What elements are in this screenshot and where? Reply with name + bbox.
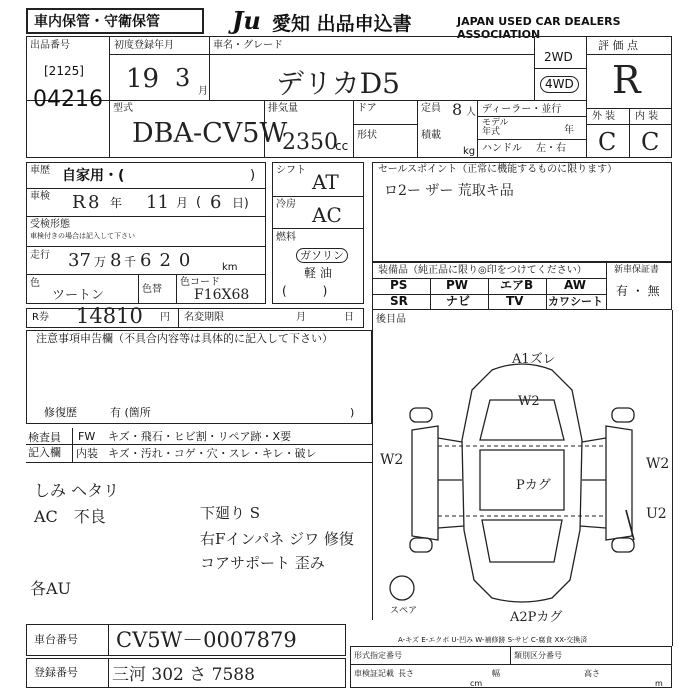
fuel-gasoline-circled: ガソリン	[296, 248, 348, 263]
color-code: F16X68	[194, 287, 250, 303]
sales-point-block	[372, 162, 672, 262]
transfer-month: 月	[296, 312, 306, 323]
displacement-label: 排気量	[268, 103, 298, 114]
lot-number-label: 出品番号	[30, 40, 70, 51]
wheel-fr	[612, 408, 634, 422]
association-name: JAPAN USED CAR DEALERS ASSOCIATION	[457, 15, 621, 41]
kg-unit: kg	[463, 146, 476, 157]
car-rear-window	[482, 520, 562, 562]
ac-label: 冷房	[276, 199, 296, 210]
diagram-mark-center: Pカグ	[516, 478, 551, 493]
use-close: )	[250, 168, 256, 183]
dealer-label: ディーラー・並行	[482, 104, 562, 115]
storage-badge	[26, 8, 204, 34]
interior-grade: C	[641, 128, 660, 156]
cm-unit: cm	[470, 679, 483, 688]
inspection-month-unit: 月	[176, 196, 189, 210]
model-code: DBA-CV5W	[132, 118, 288, 149]
person-unit: 人	[466, 107, 476, 118]
note-line-1: しみ ヘタリ	[34, 481, 120, 500]
registration-year: 19	[126, 64, 160, 94]
note-line-4: 右Fインパネ ジワ 修復	[200, 530, 354, 548]
notes-label: 注意事項申告欄（不具合内容等は具体的に記入して下さい）	[36, 332, 333, 345]
month-unit: 月	[198, 86, 208, 97]
drive-2wd: 2WD	[544, 50, 573, 64]
ju-logo: Ju	[232, 6, 261, 35]
mileage-sen: 8	[110, 250, 122, 271]
note-line-3: 下廻り S	[200, 504, 261, 522]
mileage-man: 37	[68, 250, 91, 271]
interior-label: 内 装	[635, 111, 659, 122]
cc-unit: cc	[335, 139, 349, 153]
length-label: 長さ	[398, 669, 414, 678]
model-label: 型式	[113, 103, 133, 114]
drive-4wd-circled: 4WD	[540, 76, 579, 93]
model-year-label: モデル	[482, 118, 509, 128]
exterior-label: 外 装	[592, 111, 616, 122]
equip-ps: PS	[390, 278, 408, 292]
width-label: 幅	[492, 669, 500, 678]
recycle-value: 14810	[76, 304, 143, 328]
recycle-label: R券	[32, 312, 49, 323]
lot-sub-number: [2125]	[44, 64, 84, 78]
seat-label: 後目品	[376, 314, 406, 325]
repair-close: )	[350, 406, 355, 419]
fuel-label: 燃料	[276, 232, 296, 243]
handle-value: 左・右	[536, 143, 566, 154]
plate-label: 登録番号	[34, 666, 78, 679]
shift-value: AT	[312, 170, 339, 194]
m-unit: m	[655, 679, 663, 688]
spec-number-label: 形式指定番号	[354, 651, 402, 660]
inspection-month: 11	[146, 192, 169, 213]
km-unit: km	[222, 262, 238, 273]
inspection-open: (	[196, 195, 202, 210]
interior-check-label: 内装	[76, 447, 98, 460]
shift-label: シフト	[276, 165, 306, 176]
form-title: 愛知 出品申込書	[272, 13, 412, 35]
repair-label: 修復歴	[44, 406, 77, 419]
inspection-label: 車検	[30, 191, 50, 202]
chassis-label: 車台番号	[34, 633, 78, 646]
inspection-year: 8	[88, 192, 100, 213]
inspection-day-unit: 日)	[232, 196, 249, 210]
sales-point-note: ロ2ー ザー 荒取キ品	[384, 183, 514, 199]
diagram-mark-right-2: U2	[646, 506, 667, 522]
year-unit: 年	[564, 125, 574, 136]
wheel-fl	[410, 408, 432, 422]
color-code-label: 色コード	[180, 277, 220, 288]
car-name-label: 車名・グレード	[213, 40, 283, 51]
spare-tire-icon	[390, 576, 414, 600]
equip-tv: TV	[506, 294, 524, 308]
use-label: 車歴	[30, 165, 50, 176]
man-unit: 万	[94, 255, 107, 269]
right-side-panel	[606, 426, 632, 540]
diagram-mark-right: W2	[646, 456, 670, 472]
first-registration-label: 初度登録年月	[114, 40, 174, 51]
sen-unit: 千	[124, 255, 137, 269]
recipient-label: 受検形態	[30, 219, 70, 230]
color-label: 色	[30, 278, 40, 289]
displacement-value: 2350	[282, 130, 338, 155]
storage-badge-text: 車内保管・守衛保管	[34, 14, 160, 30]
exterior-grade: C	[598, 128, 617, 156]
fw-items: キズ・飛石・ヒビ割・リペア跡・X要	[108, 430, 292, 443]
handle-label: ハンドル	[482, 143, 522, 154]
inspection-era: R	[72, 192, 86, 213]
new-cert-label: 新車保証書	[614, 265, 660, 275]
capacity-label: 定員	[421, 103, 441, 114]
mileage-rest: 620	[140, 250, 199, 271]
note-line-5: コアサポート 歪み	[200, 554, 325, 572]
damage-legend: A-キズ E-エクボ U-凹み W-補修跡 S-サビ C-腐食 XX-交換済	[398, 636, 588, 644]
equip-leather-seat: カワシート	[548, 295, 603, 308]
interior-check-items: キズ・汚れ・コゲ・穴・スレ・キレ・破レ	[108, 447, 317, 460]
color-value: ツートン	[52, 288, 105, 303]
equip-airbag: エアB	[500, 278, 534, 292]
inspector-label: 検査員	[28, 431, 61, 444]
chassis-number: CV5W－0007879	[116, 628, 297, 652]
shape-label: 形状	[357, 130, 377, 141]
sales-point-label: セールスポイント（正常に機能するものに限ります）	[378, 164, 618, 175]
equipment-label: 装備品（純正品に限り◎印をつけてください）	[378, 265, 587, 276]
color-change-label: 色替	[142, 284, 162, 295]
model-year-label-2: 年式	[482, 127, 501, 137]
left-side-panel	[412, 426, 438, 540]
inspector-label-2: 記入欄	[28, 446, 61, 459]
door-label: ドア	[357, 103, 377, 114]
equip-pw: PW	[446, 278, 469, 292]
diagram-mark-left: W2	[380, 452, 404, 468]
recipient-sub: 車検付きの場合は記入して下さい	[30, 232, 135, 240]
lot-number: 04216	[33, 87, 103, 112]
load-label: 積載	[421, 130, 441, 141]
inspection-year-unit: 年	[110, 196, 123, 210]
wheel-rl	[410, 538, 432, 552]
evaluation-score: R	[612, 58, 641, 102]
car-name: デリカD5	[276, 67, 400, 100]
yen-unit: 円	[160, 312, 170, 323]
diagram-mark-front: W2	[518, 394, 540, 409]
mileage-label: 走行	[30, 250, 50, 261]
equip-aw: AW	[564, 278, 586, 292]
transfer-day: 日	[344, 312, 354, 323]
wheel-rr	[612, 538, 634, 552]
score-label: 評 価 点	[598, 39, 638, 52]
diagram-mark-top: A1ズレ	[512, 352, 556, 367]
ac-value: AC	[312, 203, 342, 227]
plate-number: 三河 302 さ 7588	[112, 665, 255, 685]
registration-month: 3	[175, 64, 191, 92]
fuel-paren: ( )	[282, 284, 328, 298]
dimension-label: 車検証記載	[354, 669, 394, 678]
repair-value: 有 (箇所	[110, 406, 151, 419]
capacity-value: 8	[452, 100, 463, 119]
spare-label: スペア	[390, 606, 418, 616]
note-line-2: AC 不良	[34, 507, 106, 526]
inspection-day: 6	[210, 192, 222, 213]
diagram-mark-bottom: A2Pカグ	[510, 610, 563, 625]
fuel-light-oil: 軽 油	[304, 266, 332, 280]
equip-sr: SR	[390, 294, 408, 308]
fw-label: FW	[78, 430, 96, 443]
note-line-6: 各AU	[30, 579, 72, 598]
equip-navi: ナビ	[446, 294, 471, 308]
new-cert-value: 有 ・ 無	[616, 284, 660, 298]
height-label: 高さ	[584, 669, 600, 678]
class-number-label: 類別区分番号	[514, 651, 562, 660]
use-value: 自家用・(	[62, 168, 125, 184]
transfer-label: 名変期限	[184, 312, 224, 323]
